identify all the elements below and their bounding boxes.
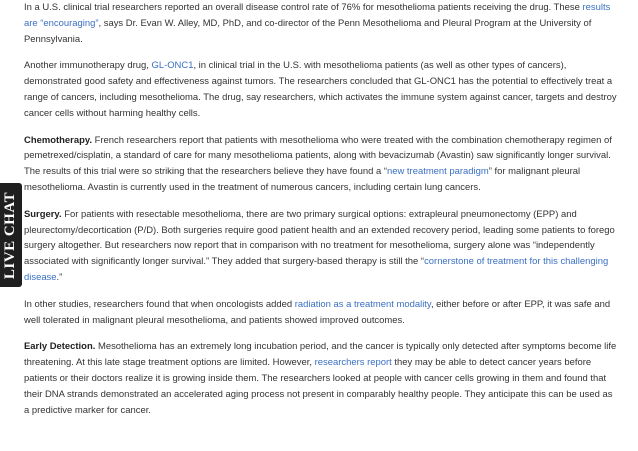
- article-body: [24, 0, 620, 429]
- heading-early-detection: Early Detection.: [24, 341, 96, 353]
- paragraph-text: , says Dr. Evan W. Alley, MD, PhD, and co-director of the Penn Mesothelioma and Pleural Program at the University of Pennsylvania.: [24, 17, 592, 45]
- live-chat-label: LIVE CHAT: [2, 191, 19, 279]
- paragraph-text: ” for malignant pleural mesothelioma. Avastin is currently used in the treatment of numerous cancers, including certain lung cancers.: [24, 166, 581, 193]
- paragraph-text: Mesothelioma has an extremely long incubation period, and the cancer is typically only detected after symptoms become life threatening. At this late stage treatment options are limited. However,: [24, 341, 617, 369]
- link-new-treatment-paradigm[interactable]: new treatment paradigm: [387, 166, 489, 178]
- live-chat-tab[interactable]: [0, 183, 22, 287]
- paragraph-text: In other studies, researchers found that when oncologists added: [24, 298, 295, 310]
- link-radiation-modality[interactable]: radiation as a treatment modality: [294, 298, 431, 310]
- heading-chemotherapy: Chemotherapy.: [24, 134, 92, 146]
- paragraph-text: In a U.S. clinical trial researchers reported an overall disease control rate of 76% for mesothelioma patients receiving the drug. These: [24, 2, 583, 13]
- paragraph-text: , either before or after EPP, it was safe and well tolerated in malignant pleural mesothelioma, and patients showed improved outcomes.: [24, 298, 611, 326]
- paragraph-text: For patients with resectable mesothelioma, there are two primary surgical options: extrapleural pneumonectomy (EPP) and pleurectomy/decortication (P/D). Both surgeries require good patient health and an extended recovery period, leading some patients to forego surgery altogether. But researchers now report that in comparison with no treatment for mesothelioma, surgery alone was “independently associated with significantly longer survival.” They added that surgery-based therapy is still the “: [24, 208, 615, 268]
- paragraph-text: French researchers report that patients with mesothelioma who were treated with the combination chemotherapy regimen of pemetrexed/cisplatin, a standard of care for many mesothelioma patients, along with bevacizumab (Avastin) saw significantly longer survival. The results of this trial were so striking that the researchers believe they have found a “: [24, 134, 612, 178]
- paragraph-text: .”: [56, 271, 63, 283]
- paragraph-surgery: [24, 207, 620, 286]
- paragraph-trial-results: [24, 0, 620, 47]
- paragraph-gl-onc1: [24, 58, 620, 121]
- link-cornerstone-of-treatment[interactable]: cornerstone of treatment for this challenging disease: [24, 256, 609, 283]
- paragraph-early-detection: [24, 339, 620, 418]
- heading-surgery: Surgery.: [24, 208, 62, 220]
- link-researchers-report[interactable]: researchers report: [314, 357, 392, 369]
- link-results-encouraging[interactable]: results are “encouraging”: [24, 2, 611, 29]
- link-gl-onc1[interactable]: GL-ONC1: [151, 60, 194, 72]
- paragraph-text: Another immunotherapy drug,: [24, 60, 152, 72]
- paragraph-radiation: [24, 297, 620, 329]
- paragraph-text: they may be able to detect cancer years before patients or their doctors realize it is growing inside them. The researchers looked at people with cancer cells growing in them and found that their DNA strands demonstrated an accelerated aging process not present in comparably healthy people. They anticipate this can be used as a predictive marker for cancer.: [24, 357, 613, 416]
- paragraph-text: , in clinical trial in the U.S. with mesothelioma patients (as well as other types of cancers), demonstrated good safety and effectiveness against tumors. The researchers concluded that GL-ONC1 has the potential to effectively treat a range of cancers, including mesothelioma. The drug, say researchers, which activates the immune system against cancer, targets and destroy cancer cells without harming healthy cells.: [24, 60, 617, 119]
- paragraph-chemotherapy: [24, 133, 620, 196]
